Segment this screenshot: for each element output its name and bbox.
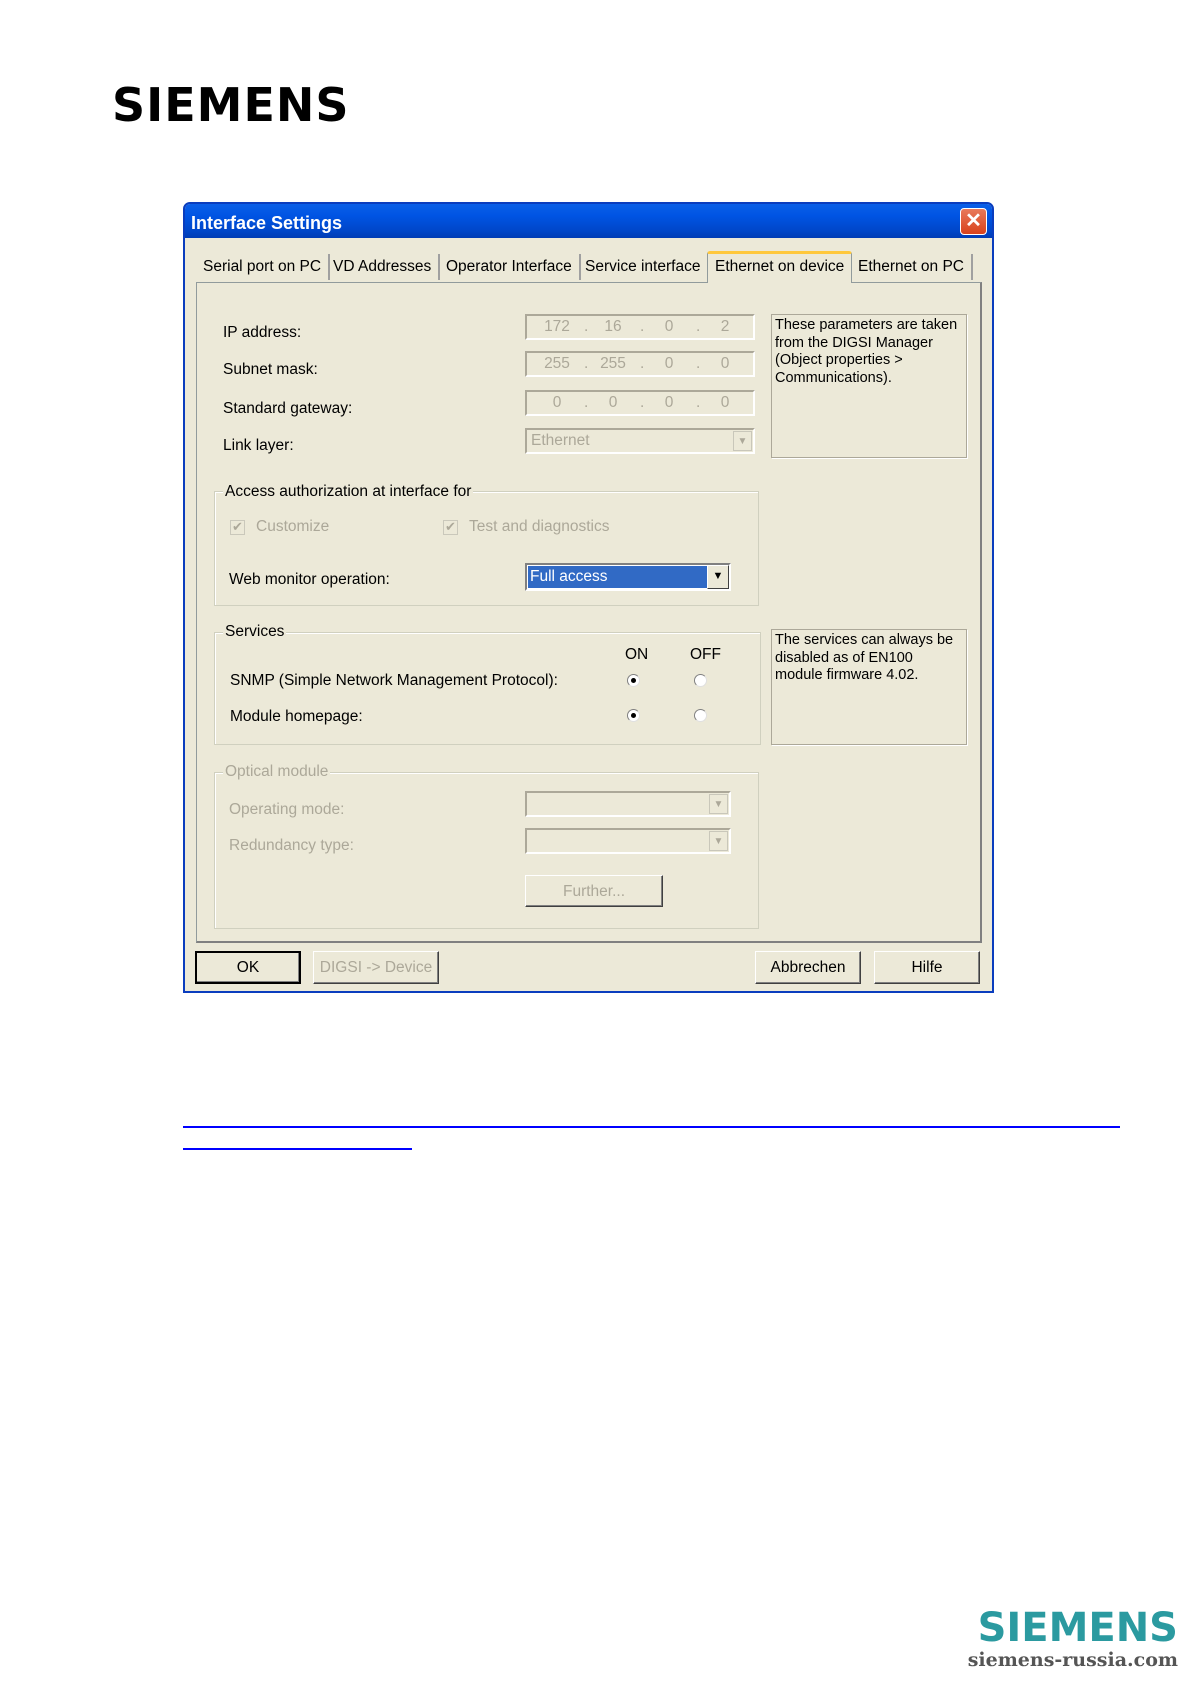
redundancy-type-select — [525, 828, 731, 854]
subnet-octet: 0 — [720, 355, 730, 372]
link-layer-value: Ethernet — [531, 432, 590, 449]
ip-separator: . — [696, 355, 701, 372]
tab-operator-interface[interactable]: Operator Interface — [439, 254, 581, 280]
siemens-url[interactable]: siemens-russia.com — [967, 1649, 1178, 1671]
redundancy-type-label: Redundancy type: — [229, 837, 354, 854]
cancel-button[interactable]: Abbrechen — [755, 951, 861, 984]
siemens-watermark-logo: SIEMENS — [977, 1605, 1178, 1651]
interface-settings-dialog — [183, 202, 994, 993]
help-button[interactable]: Hilfe — [874, 951, 980, 984]
subnet-mask-label: Subnet mask: — [223, 361, 318, 378]
web-monitor-select[interactable] — [525, 563, 731, 591]
homepage-off-radio[interactable] — [694, 709, 707, 722]
gateway-octet: 0 — [664, 394, 674, 411]
customize-label: Customize — [256, 518, 330, 535]
tab-vd-addresses[interactable]: VD Addresses — [326, 254, 440, 280]
gateway-octet: 0 — [720, 394, 730, 411]
chevron-down-icon[interactable]: ▼ — [707, 565, 729, 589]
chevron-down-icon: ▼ — [709, 794, 728, 814]
snmp-on-radio[interactable] — [627, 674, 640, 687]
digsi-to-device-button: DIGSI -> Device — [313, 951, 439, 984]
ip-separator: . — [584, 394, 589, 411]
ip-separator: . — [696, 394, 701, 411]
operating-mode-label: Operating mode: — [229, 801, 345, 818]
on-column-label: ON — [625, 646, 649, 663]
homepage-on-radio[interactable] — [627, 709, 640, 722]
operating-mode-select — [525, 791, 731, 817]
tab-service-interface[interactable]: Service interface — [578, 254, 709, 280]
gateway-octet: 0 — [552, 394, 562, 411]
ip-separator: . — [640, 318, 645, 335]
snmp-label: SNMP (Simple Network Management Protocol): — [230, 672, 558, 689]
customize-checkbox: ✔ — [230, 520, 245, 535]
tab-serial-port-on-pc[interactable]: Serial port on PC — [196, 254, 330, 280]
module-homepage-label: Module homepage: — [230, 708, 363, 725]
ip-octet: 172 — [544, 318, 570, 335]
services-info-text: The services can always be disabled as of EN100 module firmware 4.02. — [771, 629, 967, 745]
link-layer-select — [525, 428, 755, 454]
services-title: Services — [225, 623, 285, 640]
further-button: Further... — [525, 875, 663, 907]
ip-separator: . — [640, 355, 645, 372]
subnet-octet: 255 — [600, 355, 626, 372]
web-monitor-value: Full access — [528, 566, 707, 588]
ip-address-field — [525, 314, 755, 340]
dialog-title: Interface Settings — [191, 213, 343, 233]
blue-rule-long — [183, 1126, 1120, 1128]
ip-octet: 16 — [604, 318, 622, 335]
standard-gateway-label: Standard gateway: — [223, 400, 353, 417]
tab-ethernet-on-pc[interactable]: Ethernet on PC — [851, 254, 973, 280]
snmp-off-radio[interactable] — [694, 674, 707, 687]
ip-separator: . — [584, 355, 589, 372]
subnet-octet: 0 — [664, 355, 674, 372]
blue-rule-short — [183, 1148, 412, 1150]
off-column-label: OFF — [690, 646, 721, 663]
chevron-down-icon: ▼ — [733, 431, 752, 451]
subnet-mask-field — [525, 351, 755, 377]
standard-gateway-field — [525, 390, 755, 416]
ip-separator: . — [696, 318, 701, 335]
ip-octet: 0 — [664, 318, 674, 335]
web-monitor-label: Web monitor operation: — [229, 571, 390, 588]
chevron-down-icon: ▼ — [709, 831, 728, 851]
optical-module-title: Optical module — [225, 763, 329, 780]
test-diagnostics-label: Test and diagnostics — [469, 518, 610, 535]
ip-octet: 2 — [720, 318, 730, 335]
siemens-logo: SIEMENS — [112, 78, 350, 132]
link-layer-label: Link layer: — [223, 437, 294, 454]
ip-address-label: IP address: — [223, 324, 302, 341]
tab-ethernet-on-device[interactable]: Ethernet on device — [707, 251, 852, 283]
close-icon[interactable]: ✕ — [960, 208, 987, 235]
test-diagnostics-checkbox: ✔ — [443, 520, 458, 535]
title-bar[interactable] — [185, 204, 992, 238]
subnet-octet: 255 — [544, 355, 570, 372]
parameters-info-text: These parameters are taken from the DIGSI Manager (Object properties > Communications). — [771, 314, 967, 458]
access-authorization-title: Access authorization at interface for — [225, 483, 472, 500]
ok-button[interactable]: OK — [195, 951, 301, 984]
ip-separator: . — [640, 394, 645, 411]
gateway-octet: 0 — [608, 394, 618, 411]
ip-separator: . — [584, 318, 589, 335]
